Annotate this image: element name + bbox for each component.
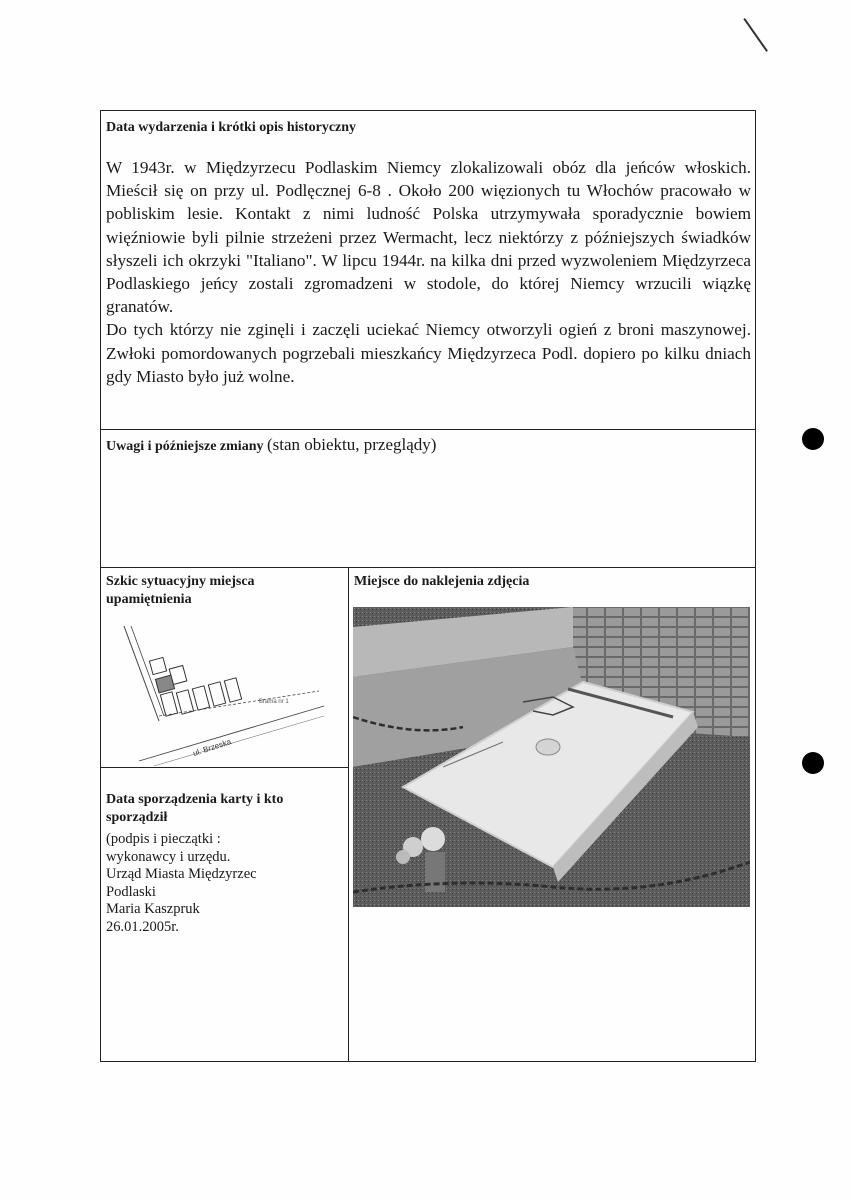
history-label: Data wydarzenia i krótki opis historyczny [106, 120, 357, 135]
divider-remarks [101, 567, 755, 568]
prepared-line-5: Maria Kaszpruk [106, 901, 200, 917]
sketch-label-line-2: upamiętnienia [106, 592, 192, 607]
prepared-line-6: 26.01.2005r. [106, 918, 179, 935]
sketch-label [106, 573, 255, 609]
history-text [106, 156, 751, 388]
prepared-line-3: Urząd Miasta Międzyrzec [106, 866, 257, 882]
history-paragraph-1: W 1943r. w Międzyrzecu Podlaskim Niemcy zlokalizowali obóz dla jeńców włoskich. Mieścił się on przy ul. Podlęcznej 6-8 . Około 200 więzionych tu Włochów pracowało w pobliskim lesie. Kontakt z nimi ludność Polska utrzymywała sporadycznie bowiem więźniowie byli pilnie strzeżeni przez Wermacht, lecz niektórzy z późniejszych świadków słyszeli ich okrzyki "Italiano". W lipcu 1944r. na kilka dni przed wyzwoleniem Międzyrzeca Podlaskiego jeńcy zostali zgromadzeni w stodole, do której Niemcy wrzucili wiązkę granatów. [106, 158, 751, 317]
memorial-photo [353, 607, 750, 907]
site-sketch [109, 621, 339, 771]
prepared-line-2: wykonawcy i urzędu. [106, 848, 231, 865]
remarks-label: Uwagi i późniejsze zmiany [106, 439, 264, 454]
photo-label: Miejsce do naklejenia zdjęcia [354, 574, 530, 589]
corner-pen-mark [744, 18, 768, 52]
sketch-gate-label: Brama nr 1 [259, 699, 289, 705]
remarks-heading [106, 435, 436, 455]
divider-columns [348, 567, 349, 1061]
prepared-label-line-2: sporządził [106, 810, 168, 825]
prepared-details [106, 831, 257, 936]
prepared-label [106, 791, 283, 827]
prepared-line-4: Podlaski [106, 883, 156, 900]
punch-hole-bottom [802, 752, 824, 774]
remarks-note: (stan obiektu, przeglądy) [266, 435, 437, 454]
prepared-label-line-1: Data sporządzenia karty i kto [106, 792, 284, 807]
sketch-label-line-1: Szkic sytuacyjny miejsca [106, 574, 255, 589]
history-paragraph-2: Do tych którzy nie zginęli i zaczęli uciekać Niemcy otworzyli ogień z broni maszynowej. Zwłoki pomordowanych pogrzebali mieszkańcy Międzyrzeca Podl. dopiero po kilku dniach gdy Miasto było już wolne. [106, 320, 751, 386]
punch-hole-top [802, 428, 824, 450]
divider-history [101, 429, 755, 430]
sketch-street-label: ul. Brzeska [191, 737, 233, 758]
record-card-form [100, 110, 756, 1062]
prepared-line-1: (podpis i pieczątki : [106, 831, 221, 847]
